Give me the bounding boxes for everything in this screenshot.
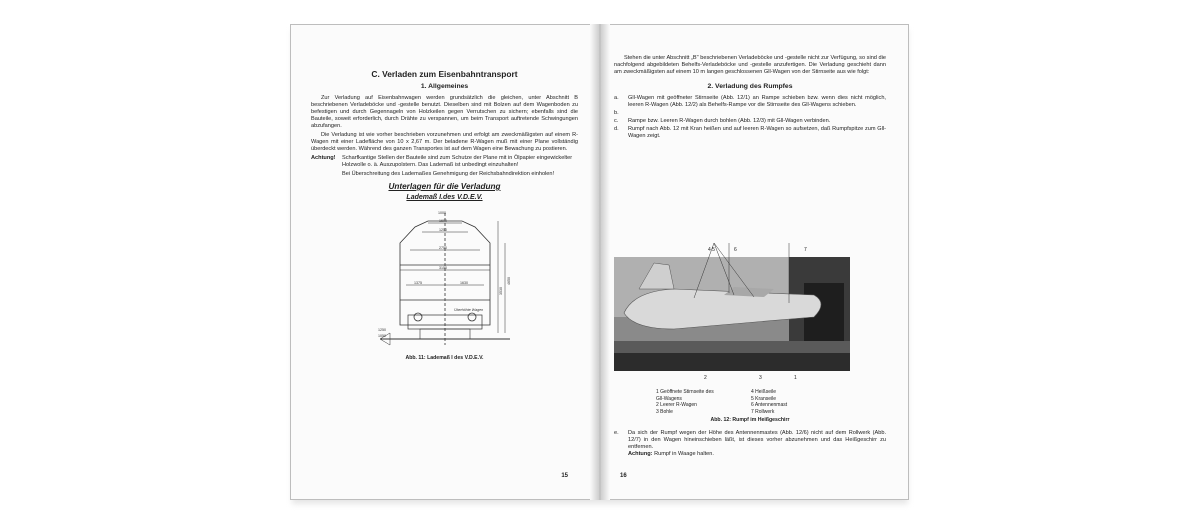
list-item: b. [614, 110, 619, 116]
left-page-body [311, 69, 578, 362]
steps-list [614, 95, 886, 140]
list-item: a. Gll-Wagen mit geöffneter Stirnseite (Abb. 12/1) an Rampe schieben bzw. wenn dies nicht möglich, leeren R-Wagen (Abb. 12/2) als Behelfs-Rampe vor die Stirnseite des Gll-Wagens schieben. [614, 95, 886, 108]
warning-text: Rumpf in Waage halten. [654, 451, 714, 457]
photo-label: 3 [759, 375, 762, 381]
photo-label: 2 [704, 375, 707, 381]
dim-w2: 1250 [438, 228, 447, 232]
dim-h2: 3530 [498, 287, 503, 295]
right-page [600, 24, 909, 500]
photo-label: 6 [734, 247, 737, 253]
chapter-title: C. Verladen zum Eisenbahntransport [371, 69, 518, 79]
dim-h4: 1050 [377, 334, 386, 338]
page-number: 15 [561, 473, 568, 479]
warning-note-2 [311, 171, 578, 178]
paragraph: Die Verladung ist wie vorher beschrieben vorzunehmen und erfolgt am zweckmäßigsten auf einem R-Wagen mit einer Ladefläche von 10 x 2,67 m. Der beladene R-Wagen muß mit einer Plane vollständig überdeckt werden. Während des ganzen Transportes ist auf dem Wagen eine Bewachung zu postieren. [311, 132, 578, 152]
dim-w6: 1630 [459, 281, 468, 285]
warning-note [311, 155, 578, 169]
diagram-subtitle: Lademaß I.des V.D.E.V. [406, 194, 483, 201]
steps-list-2 [614, 430, 886, 458]
warning-label: Achtung! [311, 155, 336, 161]
intro-paragraph: Stehen die unter Abschnitt „B" beschriebenen Verladeböcke und -gestelle nicht zur Verfügung, so sind die nachfolgend abgebildeten Behelfs-Verladeböcke und -gestelle anzufertigen. Die Verladung geschieht dann am zweckmäßigsten auf einem 10 m langen geschlossenen Gll-Wagen von der Stirnseite aus wie folgt: [614, 55, 886, 75]
section-title: 1. Allgemeines [420, 83, 469, 90]
dim-w4: 3150 [438, 266, 447, 270]
open-book [290, 24, 910, 502]
list-item: c. Rampe bzw. Leeren R-Wagen durch bohlen (Abb. 12/3) mit Gll-Wagen verbinden. [614, 118, 831, 124]
figure-caption: Abb. 11: Lademaß I des V.D.E.V. [405, 355, 484, 361]
list-item: e. Da sich der Rumpf wegen der Höhe des Antennenmastes (Abb. 12/6) nicht auf dem Rollwerk (Abb. 12/7) in den Wagen hineinschieben läßt, ist dieses vorher abzunehmen und das Heißgeschirr zu entfernen. Achtung: Rumpf in Waage halten. [614, 430, 886, 457]
aircraft-photo [614, 243, 850, 381]
warning-label: Achtung: [628, 451, 653, 457]
paragraph: Zur Verladung auf Eisenbahnwagen werden grundsätzlich die gleichen, unter Abschnitt B beschriebenen Verladeböcke und -gestelle benutzt. Dieselben sind mit Bolzen auf dem Wagenboden zu befestigen und durch Gegennageln von Holzkeilen gegen Verrutschen zu sichern; ebenfalls sind die Bauteile, soweit erforderlich, durch Drähte zu verspannen, um beim Transport auftretende Schwingungen abzufangen. [311, 95, 578, 129]
page-number: 16 [620, 473, 627, 479]
right-page-body [614, 55, 886, 142]
section-title: 2. Verladung des Rumpfes [707, 83, 793, 90]
dim-h3: 1250 [377, 328, 386, 332]
dim-w1: 1600 [438, 219, 447, 223]
dim-w5: 1375 [413, 281, 422, 285]
dim-h1: 4650 [506, 277, 511, 285]
photo-label: 7 [804, 247, 807, 253]
dim-top: 1000 [437, 211, 446, 215]
figure-caption: Abb. 12: Rumpf im Heißgeschirr [710, 417, 790, 423]
dim-w3: 2750 [438, 246, 447, 250]
left-page [290, 24, 596, 500]
right-lower-block [614, 385, 886, 460]
warning-text: Scharfkantige Stellen der Bauteile sind zum Schutze der Plane mit in Ölpapier eingewickelter Holzwolle o. ä. Auszupolstern. Das Lademaß ist unbedingt einzuhalten! [342, 155, 573, 168]
warning-text-2: Bei Überschreitung des Lademaßes Genehmigung der Reichsbahndirektion einholen! [342, 171, 555, 177]
photo-label: 4 5 [708, 247, 715, 253]
loading-gauge-diagram [370, 205, 520, 355]
dim-label: Überhöhte Wagen [453, 308, 483, 312]
diagram-title: Unterlagen für die Verladung [388, 182, 501, 191]
list-item: d. Rumpf nach Abb. 12 mit Kran heißen und auf leeren R-Wagen so aufsetzen, daß Rumpfspitze zum Gll-Wagen zeigt. [614, 126, 886, 139]
photo-label: 1 [794, 375, 797, 381]
photo-legend: 1 Geöffnete Stirnseite des 4 Heißseile Gll-Wagens 5 Kranseile 2 Leerer R-Wagen 6 Antennenmast 3 Bohle 7 Rollwerk [656, 389, 788, 415]
book-gutter [590, 24, 610, 500]
